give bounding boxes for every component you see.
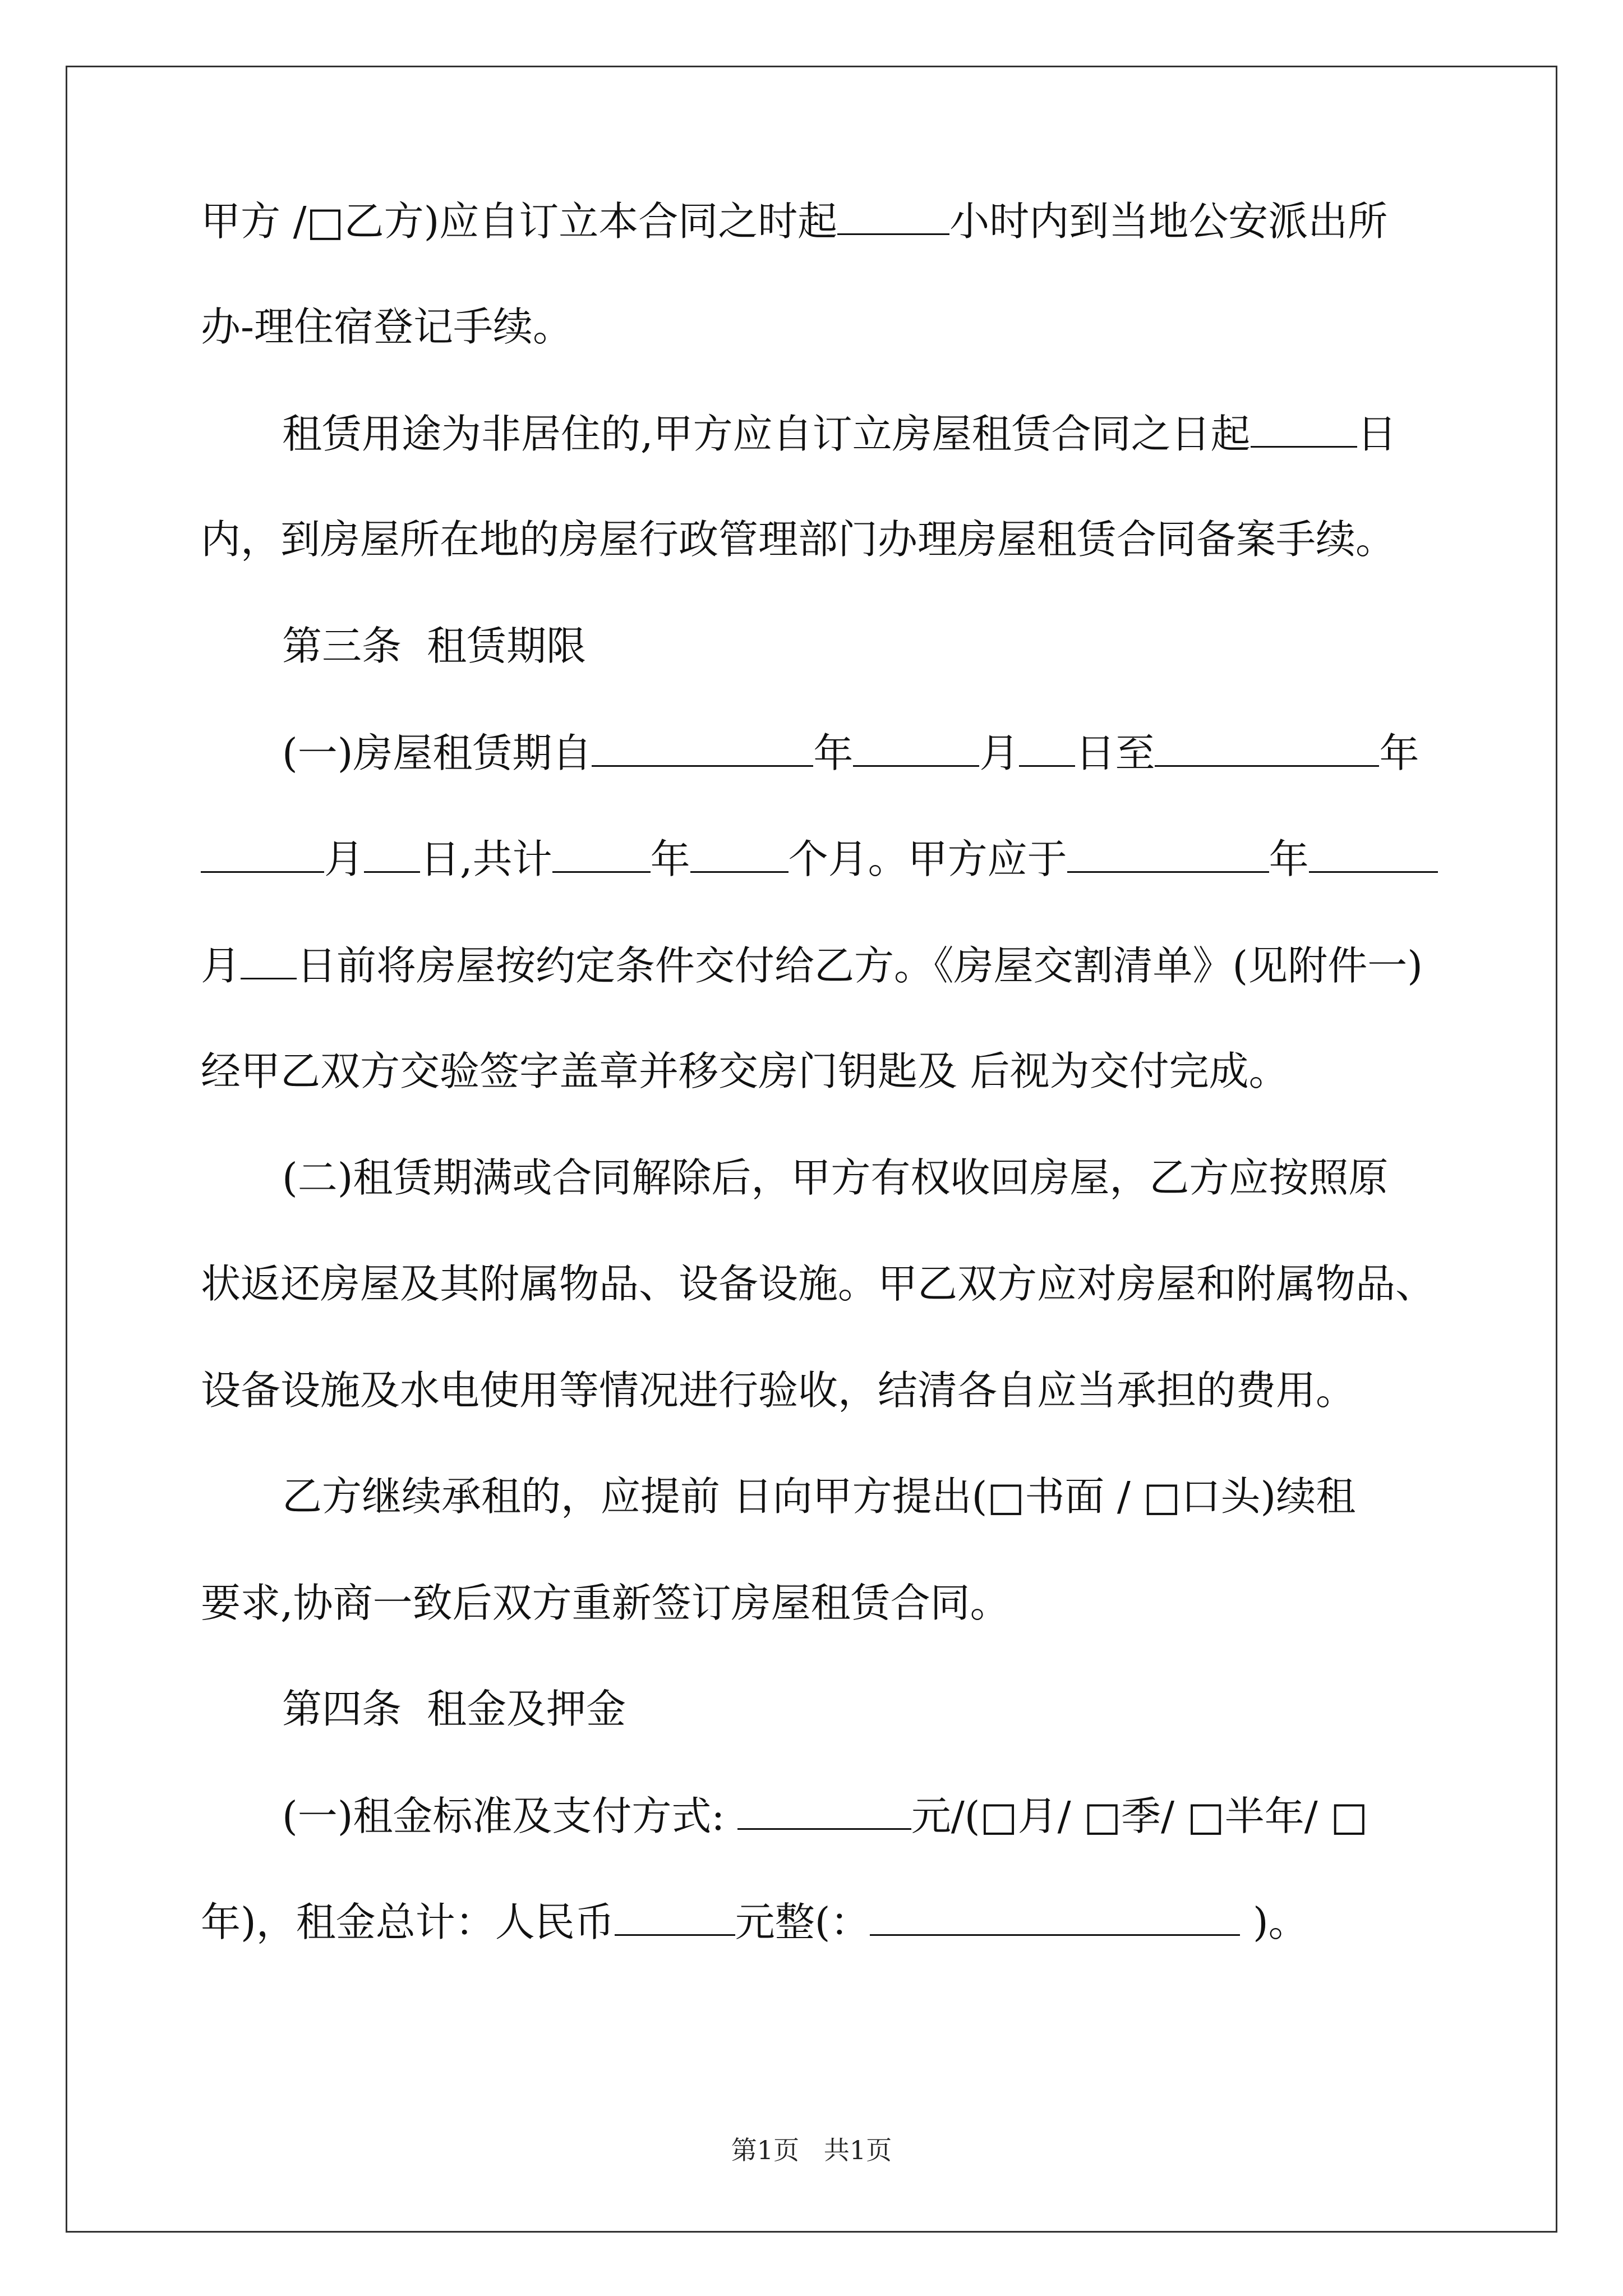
text-segment: 月 [201, 942, 241, 989]
text-segment: 年 [1379, 730, 1419, 776]
blank-field [690, 832, 789, 873]
text-segment: 日,共计 [420, 836, 552, 882]
blank-field [241, 938, 297, 979]
text-segment: 个月。甲方应于 [788, 836, 1067, 882]
text-segment: 甲方 /□乙方)应自订立本合同之时起 [201, 198, 838, 245]
blank-field [837, 194, 949, 235]
text-segment: 日至 [1075, 730, 1155, 776]
text-line [282, 1470, 1355, 1524]
blank-field [201, 832, 324, 873]
text-line [201, 194, 1387, 249]
text-line [282, 726, 1419, 780]
text-line [282, 1789, 1368, 1843]
text-segment: 内，到房屋所在地的房屋行政管理部门办理房屋租赁合同备案手续。 [201, 516, 1396, 563]
text-segment: 要求,协商一致后双方重新签订房屋租赁合同。 [201, 1580, 1010, 1626]
blank-field [1067, 832, 1269, 873]
blank-field [1309, 832, 1438, 873]
text-segment: 年)，租金总计：人民币 [201, 1899, 615, 1945]
text-segment: 状返还房屋及其附属物品、设备设施。甲乙双方应对房屋和附属物品、 [201, 1260, 1436, 1307]
blank-field [737, 1789, 911, 1830]
text-line [282, 619, 586, 673]
blank-field [1155, 726, 1379, 767]
blank-field [615, 1895, 735, 1936]
text-segment: 元整(： [735, 1899, 870, 1945]
text-segment: 乙方继续承租的，应提前 日向甲方提出(□书面 / □口头)续租 [282, 1473, 1356, 1520]
text-segment: 年 [813, 730, 854, 776]
blank-field [592, 726, 813, 767]
text-segment: 第三条 租赁期限 [282, 623, 587, 669]
text-line [201, 300, 573, 354]
blank-field [552, 832, 651, 873]
text-line [201, 1895, 1308, 1949]
text-segment: 月 [324, 836, 365, 882]
text-segment: 小时内到当地公安派出所 [949, 198, 1388, 245]
blank-field [1019, 726, 1075, 767]
blank-field [364, 832, 420, 873]
text-segment: 年 [1269, 836, 1309, 882]
text-line [201, 513, 1395, 567]
text-line [201, 1364, 1355, 1418]
text-line [201, 938, 1423, 993]
text-segment: (一)租金标准及支付方式: [282, 1793, 737, 1839]
page-footer: 第1页 共1页 [731, 2135, 892, 2165]
text-line [282, 1151, 1388, 1205]
text-segment: (二)租赁期满或合同解除后，甲方有权收回房屋，乙方应按照原 [282, 1154, 1389, 1201]
text-segment: 日前将房屋按约定条件交付给乙方。《房屋交割清单》(见附件一) [297, 942, 1423, 989]
text-segment: 年 [650, 836, 690, 882]
text-line [282, 1682, 626, 1736]
text-segment: 租赁用途为非居住的,甲方应自订立房屋租赁合同之日起 [282, 411, 1251, 457]
text-segment: 办-理住宿登记手续。 [201, 303, 573, 350]
blank-field [870, 1895, 1240, 1936]
text-line [201, 832, 1438, 886]
text-segment: 月 [979, 730, 1020, 776]
text-line [201, 1257, 1435, 1311]
text-segment: 设备设施及水电使用等情况进行验收，结清各自应当承担的费用。 [201, 1367, 1356, 1414]
text-segment: 经甲乙双方交验签字盖章并移交房门钥匙及 后视为交付完成。 [201, 1048, 1289, 1094]
text-segment: (一)房屋租赁期自 [282, 730, 592, 776]
text-line [282, 407, 1397, 461]
text-segment: 第四条 租金及押金 [282, 1686, 626, 1732]
blank-field [853, 726, 979, 767]
text-line [201, 1045, 1289, 1098]
blank-field [1251, 407, 1357, 448]
text-segment: )。 [1240, 1899, 1308, 1945]
text-segment: 元/(□月/ □季/ □半年/ □ [911, 1793, 1368, 1839]
text-line [201, 1576, 1010, 1630]
text-segment: 日 [1357, 411, 1397, 457]
